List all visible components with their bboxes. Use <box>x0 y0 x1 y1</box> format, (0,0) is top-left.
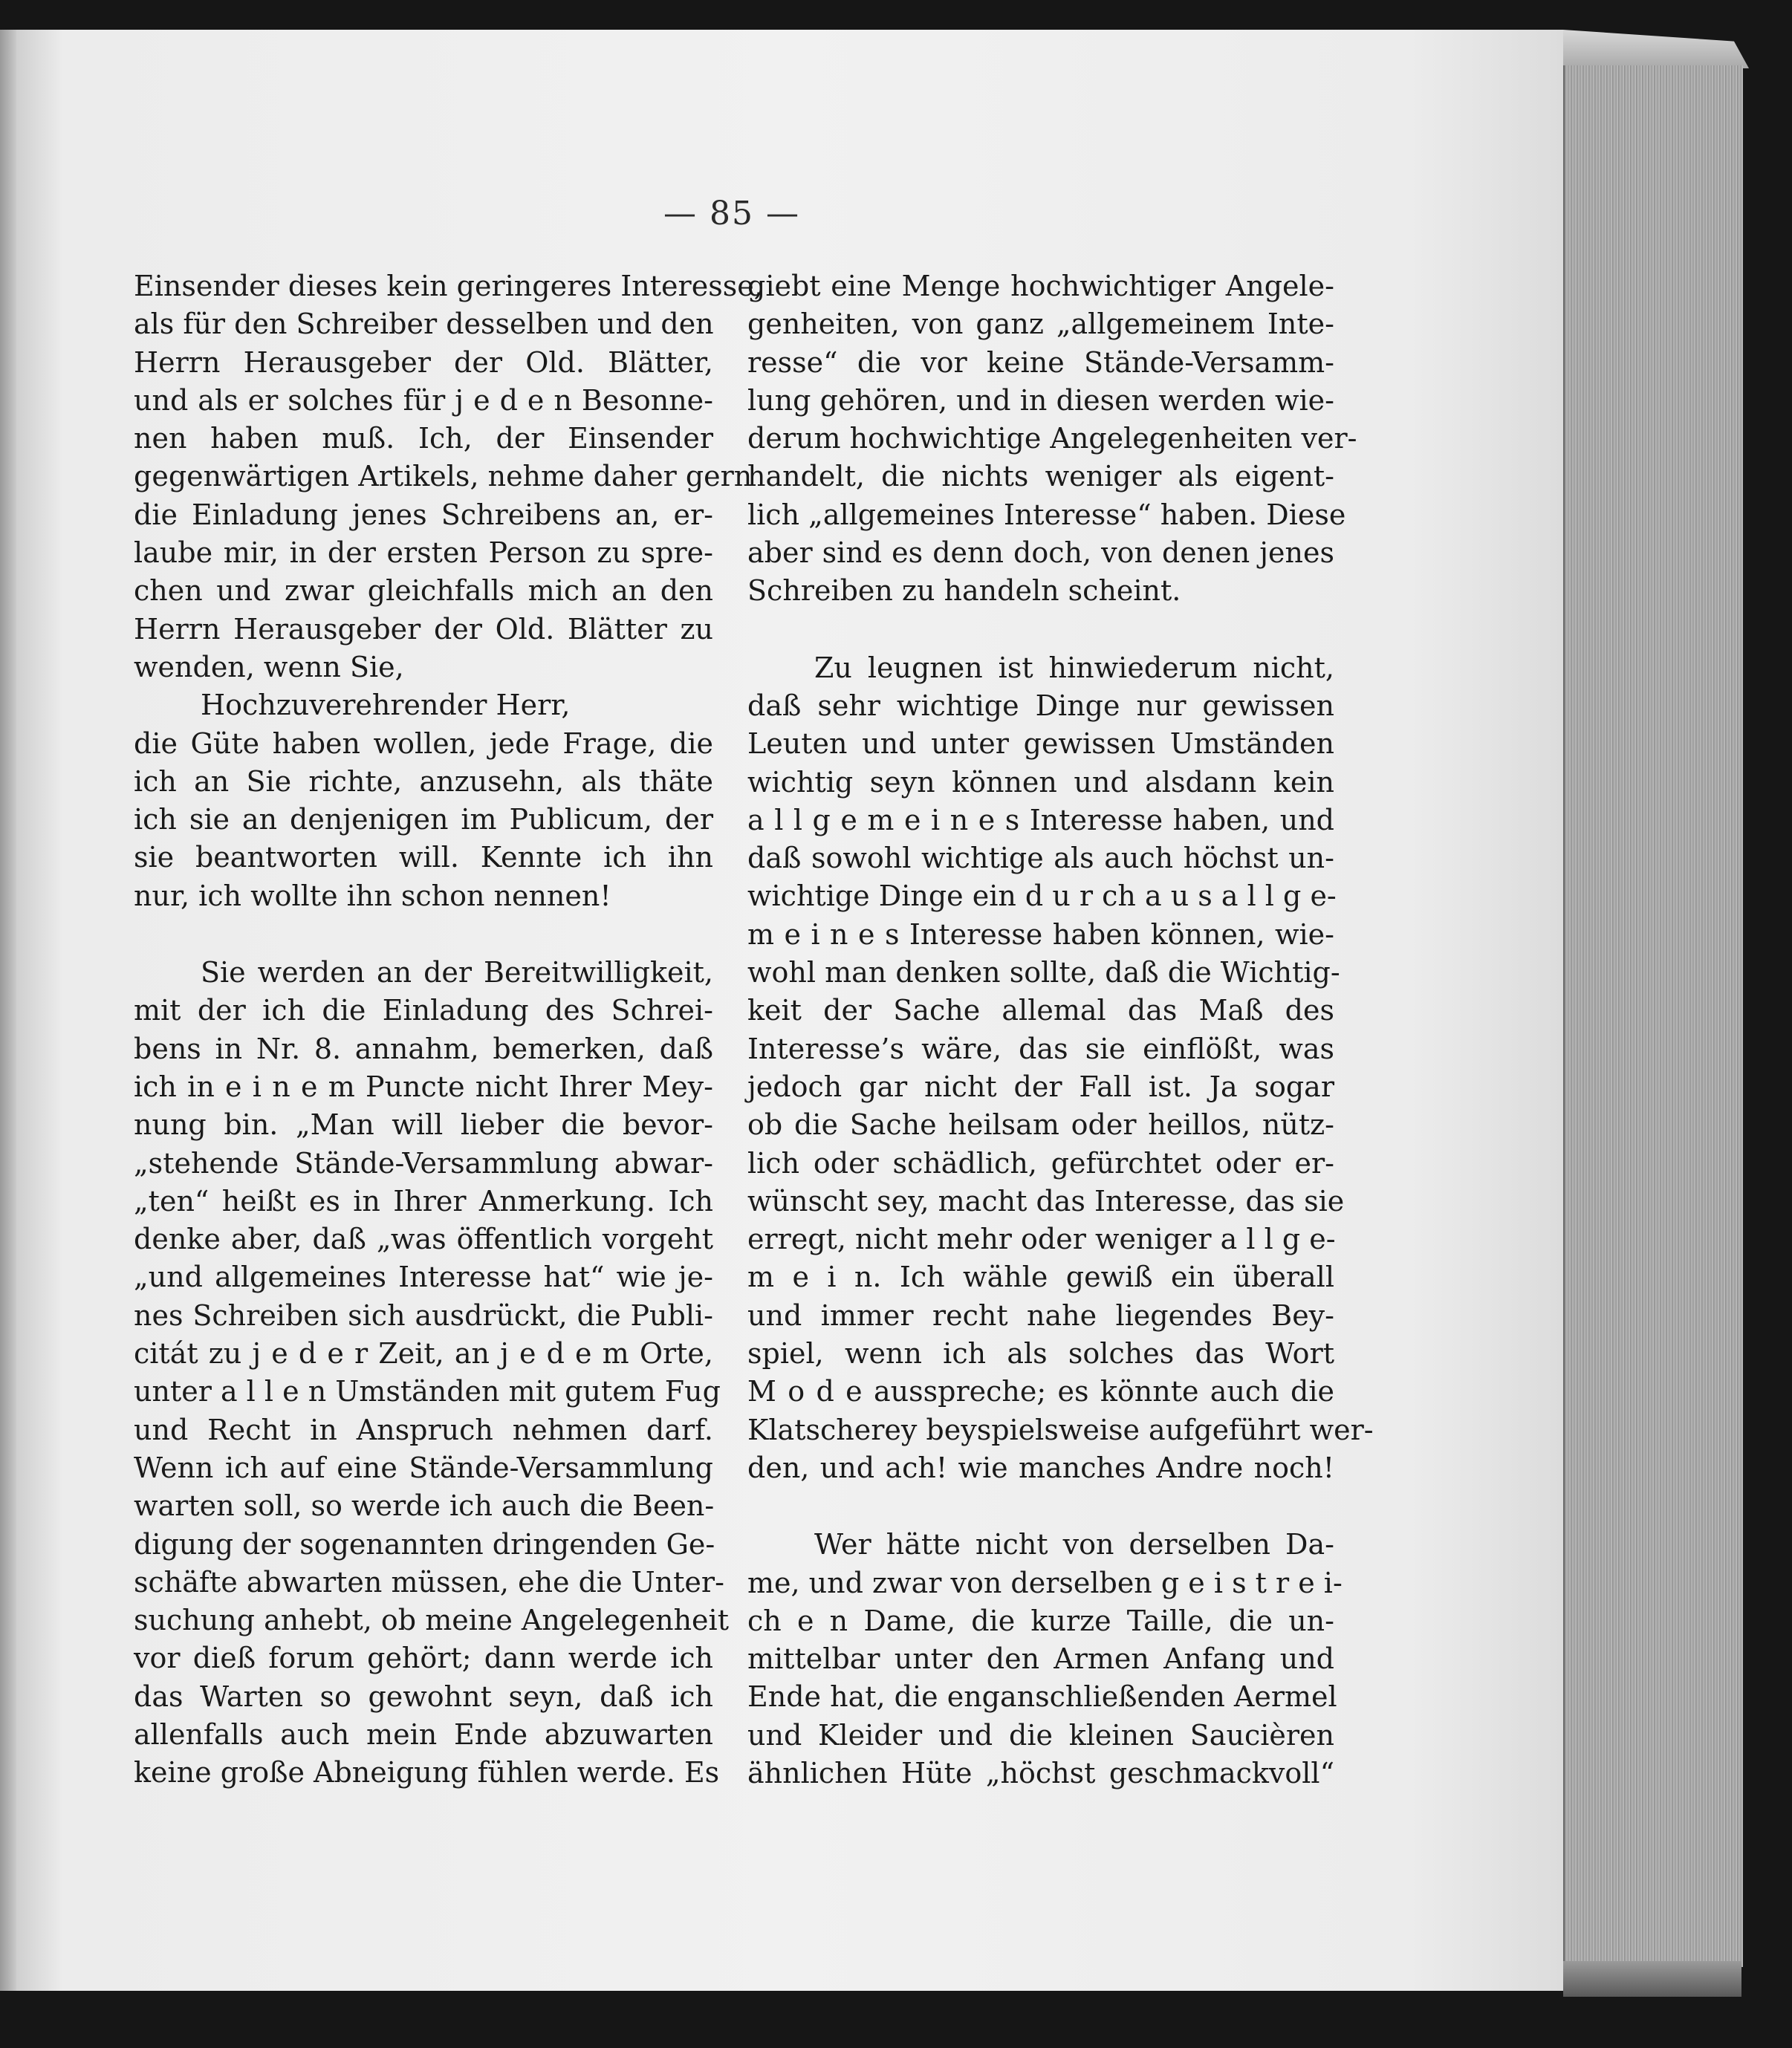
text-line: daß sehr wichtige Dinge nur gewissen <box>747 689 1334 722</box>
text-line: „und allgemeines Interesse hat“ wie je- <box>134 1261 713 1294</box>
text-line: resse“ die vor keine Stände-Versamm- <box>747 345 1334 379</box>
text-line: Wer hätte nicht von derselben Da- <box>814 1528 1334 1561</box>
text-line: Ende hat, die enganschließenden Aermel <box>747 1680 1337 1714</box>
text-line: Herrn Herausgeber der Old. Blätter zu <box>134 612 713 646</box>
text-line: den, und ach! wie manches Andre noch! <box>747 1451 1334 1484</box>
text-line: „stehende Stände-Versammlung abwar- <box>134 1146 713 1180</box>
text-line: nes Schreiben sich ausdrückt, die Publi- <box>134 1298 713 1332</box>
text-line: und als er solches für j e d e n Besonne- <box>134 383 713 417</box>
text-line: schäfte abwarten müssen, ehe die Unter- <box>134 1565 724 1599</box>
page-block-edges <box>1563 65 1743 1967</box>
text-line: a l l g e m e i n e s Interesse haben, und <box>747 803 1334 836</box>
text-line: genheiten, von ganz „allgemeinem Inte- <box>747 308 1334 341</box>
text-line: Zu leugnen ist hinwiederum nicht, <box>814 651 1334 684</box>
text-line: die Einladung jenes Schreibens an, er- <box>134 498 713 531</box>
text-line: m e i n. Ich wähle gewiß ein überall <box>747 1261 1334 1294</box>
text-line: handelt, die nichts weniger als eigent- <box>747 460 1334 493</box>
text-line: denke aber, daß „was öffentlich vorgeht <box>134 1223 713 1256</box>
text-line: mit der ich die Einladung des Schrei- <box>134 994 713 1027</box>
text-line: erregt, nicht mehr oder weniger a l l g e- <box>747 1223 1336 1256</box>
text-line: jedoch gar nicht der Fall ist. Ja sogar <box>747 1070 1334 1103</box>
right-text-column <box>747 267 1374 1792</box>
paragraph-gap <box>747 611 1334 649</box>
text-line: als für den Schreiber desselben und den <box>134 308 714 341</box>
text-line: nung bin. „Man will lieber die bevor- <box>134 1108 713 1142</box>
page-number: — 85 — <box>663 195 800 233</box>
text-line: Einsender dieses kein geringeres Interesse, <box>134 270 763 302</box>
text-line: digung der sogenannten dringenden Ge- <box>134 1527 715 1561</box>
text-line: citát zu j e d e r Zeit, an j e d e m Orte, <box>134 1337 713 1371</box>
text-line: mittelbar unter den Armen Anfang und <box>747 1642 1334 1676</box>
text-line: M o d e ausspreche; es könnte auch die <box>747 1375 1334 1408</box>
page-block-top <box>1563 30 1749 68</box>
text-line: allenfalls auch mein Ende abzuwarten <box>134 1717 713 1751</box>
page-block-bottom <box>1563 1961 1741 1997</box>
text-line: wenden, wenn Sie, <box>134 650 404 683</box>
text-line: Wenn ich auf eine Stände-Versammlung <box>134 1451 713 1484</box>
text-line: laube mir, in der ersten Person zu spre- <box>134 536 713 570</box>
text-line: Herrn Herausgeber der Old. Blätter, <box>134 345 713 379</box>
text-line: suchung anhebt, ob meine Angelegenheit <box>134 1604 729 1637</box>
text-line: lich oder schädlich, gefürchtet oder er- <box>747 1146 1334 1180</box>
text-line: spiel, wenn ich als solches das Wort <box>747 1337 1334 1371</box>
paragraph-gap <box>134 915 713 954</box>
text-line: und immer recht nahe liegendes Bey- <box>747 1298 1334 1332</box>
text-line: wünscht sey, macht das Interesse, das sie <box>747 1184 1345 1218</box>
text-line: Hochzuverehrender Herr, <box>201 689 571 722</box>
text-line: Interesse’s wäre, das sie einflößt, was <box>747 1032 1334 1065</box>
text-line: sie beantworten will. Kennte ich ihn <box>134 841 713 874</box>
text-line: Sie werden an der Bereitwilligkeit, <box>201 956 713 989</box>
text-line: ich in e i n e m Puncte nicht Ihrer Mey- <box>134 1070 713 1103</box>
text-line: Schreiben zu handeln scheint. <box>747 574 1181 608</box>
previous-page-edge <box>0 30 16 1991</box>
text-line: unter a l l e n Umständen mit gutem Fug <box>134 1375 721 1408</box>
text-line: derum hochwichtige Angelegenheiten ver- <box>747 422 1357 455</box>
text-line: keit der Sache allemal das Maß des <box>747 994 1334 1027</box>
text-line: lich „allgemeines Interesse“ haben. Diese <box>747 498 1346 531</box>
text-line: Leuten und unter gewissen Umständen <box>747 727 1334 761</box>
text-line: wichtig seyn können und alsdann kein <box>747 765 1334 799</box>
left-text-column <box>134 267 763 1792</box>
text-line: ob die Sache heilsam oder heillos, nütz- <box>747 1108 1334 1142</box>
text-line: vor dieß forum gehört; dann werde ich <box>134 1642 713 1675</box>
text-line: ch e n Dame, die kurze Taille, die un- <box>747 1604 1334 1637</box>
text-line: m e i n e s Interesse haben können, wie- <box>747 917 1334 951</box>
text-line: nen haben muß. Ich, der Einsender <box>134 422 713 455</box>
text-line: und Recht in Anspruch nehmen darf. <box>134 1413 713 1446</box>
text-line: ich sie an denjenigen im Publicum, der <box>134 803 713 836</box>
text-line: ich an Sie richte, anzusehn, als thäte <box>134 764 713 798</box>
text-line: Klatscherey beyspielsweise aufgeführt wer- <box>747 1413 1374 1446</box>
text-line: gegenwärtigen Artikels, nehme daher gern <box>134 460 753 493</box>
text-line: daß sowohl wichtige als auch höchst un- <box>747 842 1334 875</box>
text-line: nur, ich wollte ihn schon nennen! <box>134 879 611 912</box>
text-line: und Kleider und die kleinen Saucièren <box>747 1718 1334 1752</box>
text-line: me, und zwar von derselben g e i s t r e i- <box>747 1566 1343 1599</box>
text-line: wichtige Dinge ein d u r ch a u s a l l g e- <box>747 880 1337 913</box>
text-line: giebt eine Menge hochwichtiger Angele- <box>747 270 1334 302</box>
text-line: aber sind es denn doch, von denen jenes <box>747 536 1334 570</box>
text-line: ähnlichen Hüte „höchst geschmackvoll“ <box>747 1756 1334 1789</box>
text-line: lung gehören, und in diesen werden wie- <box>747 383 1334 417</box>
paragraph-gap <box>747 1487 1334 1526</box>
text-line: das Warten so gewohnt seyn, daß ich <box>134 1680 713 1713</box>
text-line: wohl man denken sollte, daß die Wichtig- <box>747 956 1340 989</box>
text-line: „ten“ heißt es in Ihrer Anmerkung. Ich <box>134 1184 713 1218</box>
text-line: keine große Abneigung fühlen werde. Es <box>134 1756 720 1789</box>
text-line: die Güte haben wollen, jede Frage, die <box>134 726 713 760</box>
text-line: chen und zwar gleichfalls mich an den <box>134 574 713 608</box>
text-line: warten soll, so werde ich auch die Been- <box>134 1489 715 1523</box>
text-line: bens in Nr. 8. annahm, bemerken, daß <box>134 1032 713 1065</box>
